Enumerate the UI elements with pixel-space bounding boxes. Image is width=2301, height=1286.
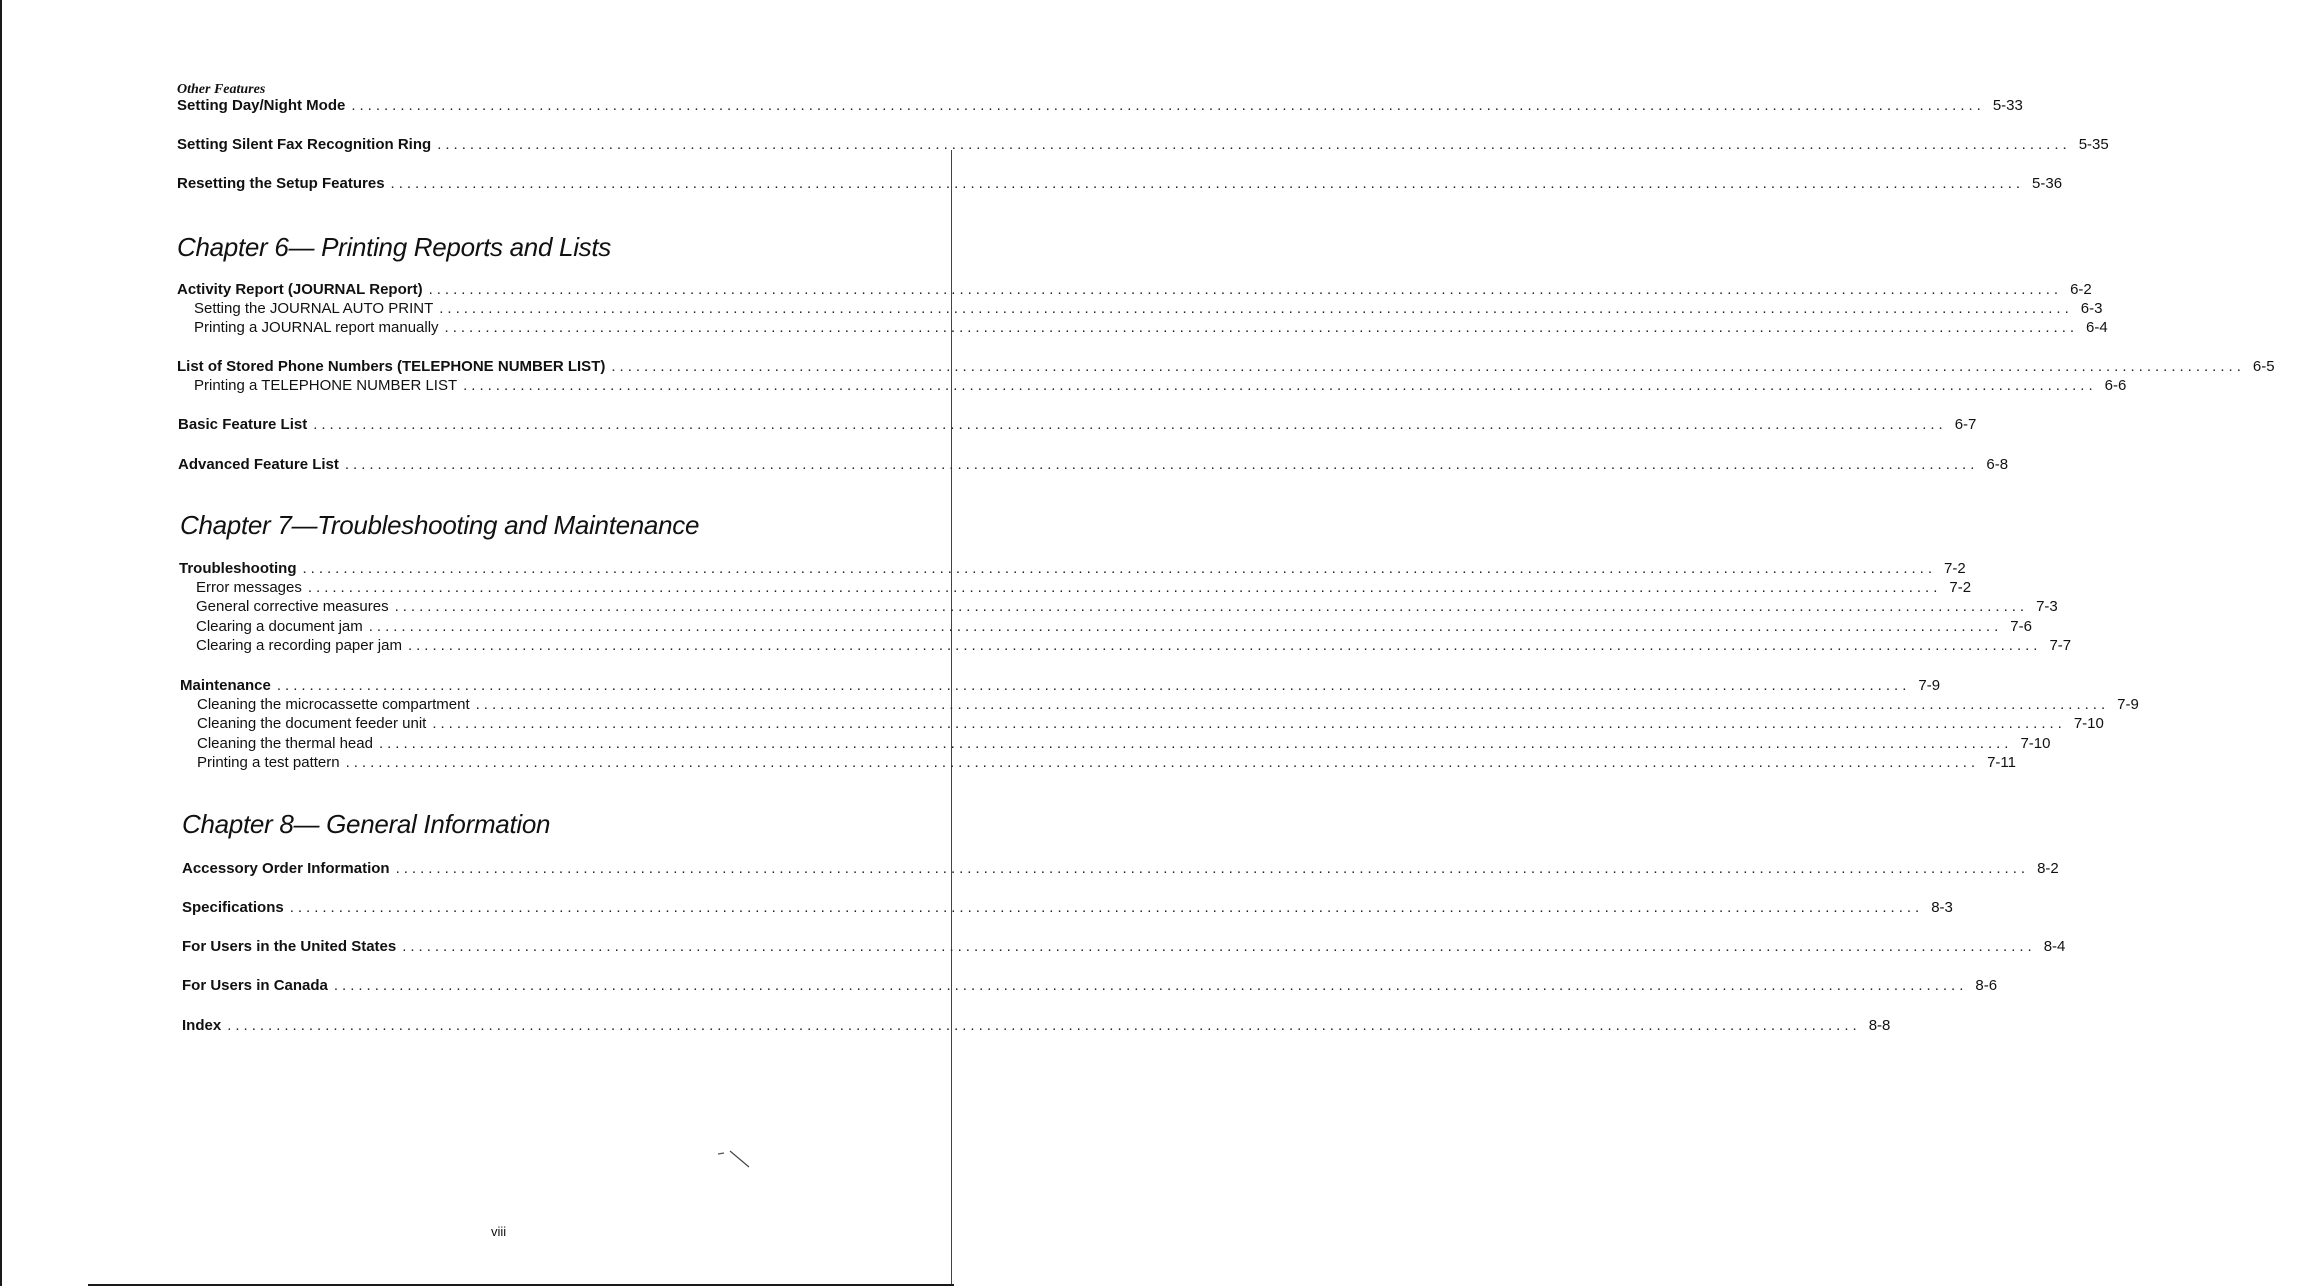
dot-leader: ........................................................................................................................................................................................................ (428, 281, 2063, 298)
toc-page-number: 7-2 (1944, 560, 1966, 577)
toc-entry-maintenance[interactable] (180, 676, 1941, 696)
toc-subentry-paper-jam[interactable] (196, 636, 2072, 656)
toc-entry-label: For Users in the United States (182, 938, 397, 955)
dot-leader: ........................................................................................................................................................................................................ (394, 598, 2029, 615)
toc-subentry-error-messages[interactable] (196, 578, 1972, 598)
dot-leader: ........................................................................................................................................................................................................ (402, 938, 2036, 955)
toc-entry-label: For Users in Canada (182, 977, 328, 994)
toc-page-number: 8-8 (1868, 1017, 1891, 1034)
dot-leader: ........................................................................................................................................................................................................ (227, 1017, 1861, 1034)
toc-subentry-general-corrective[interactable] (196, 597, 2058, 617)
toc-entry-label: Basic Feature List (178, 416, 308, 433)
toc-entry-label: List of Stored Phone Numbers (TELEPHONE NUMBER LIST) (177, 358, 606, 375)
toc-entry-users-united-states[interactable] (182, 937, 2066, 957)
toc-page-number: 8-2 (2037, 860, 2059, 877)
toc-entry-stored-phone-numbers[interactable] (177, 357, 2275, 377)
dot-leader: ........................................................................................................................................................................................................ (395, 860, 2030, 877)
dot-leader: ........................................................................................................................................................................................................ (307, 579, 1942, 596)
toc-entry-label: Index (182, 1017, 222, 1034)
dot-leader: ........................................................................................................................................................................................................ (439, 300, 2073, 317)
toc-entry-label: Cleaning the thermal head (197, 735, 373, 752)
toc-entry-advanced-feature-list[interactable] (178, 455, 2009, 475)
toc-entry-label: Printing a TELEPHONE NUMBER LIST (194, 377, 458, 394)
toc-page-number: 7-2 (1949, 579, 1972, 596)
toc-page-number: 5-33 (1992, 97, 2023, 114)
toc-page-number: 8-4 (2043, 938, 2066, 955)
toc-entry-label: Resetting the Setup Features (177, 175, 385, 192)
toc-entry-label: Setting Day/Night Mode (177, 97, 346, 114)
toc-entry-specifications[interactable] (182, 898, 1953, 918)
dot-leader: ........................................................................................................................................................................................................ (463, 377, 2097, 394)
toc-entry-accessory-order[interactable] (182, 859, 2059, 879)
toc-page-number: 7-10 (2020, 735, 2051, 752)
dot-leader: ........................................................................................................................................................................................................ (289, 899, 1924, 916)
dot-leader: ........................................................................................................................................................................................................ (276, 677, 1911, 694)
toc-page-number: 6-2 (2070, 281, 2092, 298)
toc-page-number: 6-6 (2104, 377, 2127, 394)
toc-entry-label: Setting Silent Fax Recognition Ring (177, 136, 432, 153)
toc-entry-label: General corrective measures (196, 598, 389, 615)
dot-leader: ........................................................................................................................................................................................................ (475, 696, 2110, 713)
toc-entry-day-night-mode[interactable] (177, 96, 2023, 116)
toc-page-number: 8-6 (1975, 977, 1998, 994)
dot-leader: ........................................................................................................................................................................................................ (407, 637, 2042, 654)
toc-entry-label: Advanced Feature List (178, 456, 339, 473)
dot-leader: ........................................................................................................................................................................................................ (611, 358, 2245, 375)
toc-page-number: 6-7 (1954, 416, 1977, 433)
toc-subentry-test-pattern[interactable] (197, 753, 2017, 773)
toc-entry-label: Troubleshooting (179, 560, 297, 577)
toc-subentry-feeder-unit[interactable] (197, 714, 2104, 734)
toc-page-number: 5-36 (2032, 175, 2063, 192)
dot-leader: ........................................................................................................................................................................................................ (390, 175, 2025, 192)
toc-entry-label: Cleaning the document feeder unit (197, 715, 427, 732)
dot-leader: ........................................................................................................................................................................................................ (351, 97, 1985, 114)
chapter-8-heading: Chapter 8— General Information (182, 809, 551, 839)
toc-page-number: 8-3 (1931, 899, 1953, 916)
dot-leader: ........................................................................................................................................................................................................ (432, 715, 2066, 732)
toc-entry-label: Accessory Order Information (182, 860, 390, 877)
dot-leader: ........................................................................................................................................................................................................ (378, 735, 2013, 752)
section-title: Other Features (177, 82, 266, 97)
dot-leader: ........................................................................................................................................................................................................ (344, 456, 1979, 473)
toc-entry-basic-feature-list[interactable] (178, 415, 1977, 435)
toc-entry-activity-report[interactable] (177, 280, 2092, 300)
toc-page-number: 7-7 (2049, 637, 2072, 654)
toc-page-number: 7-3 (2036, 598, 2058, 615)
toc-page-number: 7-9 (1918, 677, 1941, 694)
toc-entry-label: Cleaning the microcassette compartment (197, 696, 470, 713)
toc-page-number: 6-5 (2252, 358, 2275, 375)
dot-leader: ........................................................................................................................................................................................................ (313, 416, 1947, 433)
toc-entry-label: Clearing a recording paper jam (196, 637, 402, 654)
toc-page-number: 6-4 (2086, 319, 2108, 336)
scan-edge-left (0, 0, 2, 1286)
toc-page-number: 7-11 (1987, 754, 2017, 771)
toc-entry-label: Maintenance (180, 677, 271, 694)
toc-subentry-telephone-number-list[interactable] (194, 376, 2127, 396)
dot-leader: ........................................................................................................................................................................................................ (345, 754, 1980, 771)
chapter-7-heading: Chapter 7—Troubleshooting and Maintenance (180, 510, 700, 540)
toc-subentry-journal-auto-print[interactable] (194, 299, 2103, 319)
toc-page-number: 6-3 (2080, 300, 2103, 317)
dot-leader: ........................................................................................................................................................................................................ (437, 136, 2071, 153)
page-number: viii (491, 1224, 507, 1239)
toc-entry-label: Setting the JOURNAL AUTO PRINT (194, 300, 434, 317)
toc-entry-label: Specifications (182, 899, 284, 916)
toc-entry-resetting-setup[interactable] (177, 174, 2063, 194)
dot-leader: ........................................................................................................................................................................................................ (333, 977, 1968, 994)
toc-subentry-thermal-head[interactable] (197, 734, 2051, 754)
toc-entry-label: Error messages (196, 579, 302, 596)
dot-leader: ........................................................................................................................................................................................................ (302, 560, 1936, 577)
toc-entry-users-canada[interactable] (182, 976, 1998, 996)
pen-mark (716, 1148, 756, 1170)
dot-leader: ........................................................................................................................................................................................................ (444, 319, 2079, 336)
toc-page-number: 7-9 (2117, 696, 2139, 713)
toc-entry-label: Printing a test pattern (197, 754, 340, 771)
dot-leader: ........................................................................................................................................................................................................ (368, 618, 2003, 635)
toc-entry-label: Activity Report (JOURNAL Report) (177, 281, 423, 298)
toc-page-number: 7-10 (2073, 715, 2104, 732)
toc-entry-troubleshooting[interactable] (179, 559, 1966, 579)
toc-entry-silent-fax-ring[interactable] (177, 135, 2109, 155)
toc-page-number: 5-35 (2078, 136, 2109, 153)
toc-entry-label: Clearing a document jam (196, 618, 363, 635)
toc-entry-index[interactable] (182, 1016, 1891, 1036)
toc-subentry-microcassette[interactable] (197, 695, 2139, 715)
toc-subentry-document-jam[interactable] (196, 617, 2032, 637)
toc-page-number: 6-8 (1986, 456, 2009, 473)
toc-subentry-journal-manual[interactable] (194, 318, 2108, 338)
toc-page-number: 7-6 (2010, 618, 2032, 635)
chapter-6-heading: Chapter 6— Printing Reports and Lists (177, 232, 612, 262)
toc-entry-label: Printing a JOURNAL report manually (194, 319, 439, 336)
